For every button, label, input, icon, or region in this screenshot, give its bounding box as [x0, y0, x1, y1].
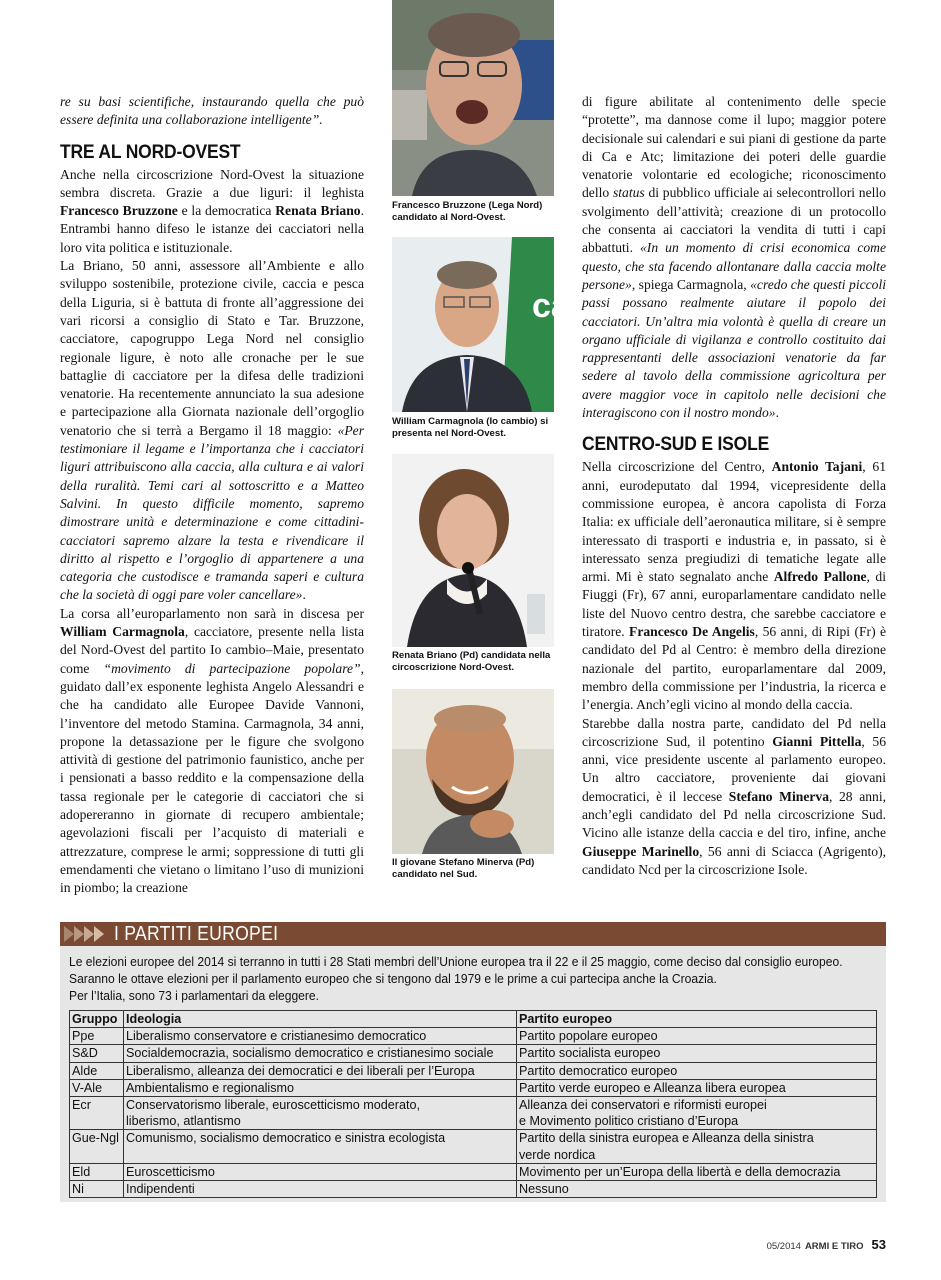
caption-bruzzone: Francesco Bruzzone (Lega Nord) candidato al Nord-Ovest.	[392, 200, 543, 223]
caption-briano: Renata Briano (Pd) candidata nella circoscrizione Nord-Ovest.	[392, 650, 551, 673]
footer-date: 05/2014	[766, 1241, 801, 1252]
table-row	[70, 1028, 877, 1045]
table-cell: Euroscetticismo	[124, 1163, 517, 1180]
photo-bruzzone	[392, 0, 554, 196]
caption-minerva: Il giovane Stefano Minerva (Pd) candidato nel Sud.	[392, 857, 535, 880]
photo-briano	[392, 454, 554, 647]
table-header: Ideologia	[124, 1011, 517, 1028]
table-cell: Gue-Ngl	[70, 1130, 124, 1163]
caption-carmagnola: William Carmagnola (Io cambio) si presenta nel Nord-Ovest.	[392, 416, 549, 439]
table-cell: Partito democratico europeo	[517, 1062, 877, 1079]
arrows-icon	[64, 926, 112, 942]
table-row	[70, 1097, 877, 1130]
table-row	[70, 1130, 877, 1163]
table-cell: Partito socialista europeo	[517, 1045, 877, 1062]
table-cell: Partito della sinistra europea e Alleanza della sinistra verde nordica	[517, 1130, 877, 1163]
table-cell: Ambientalismo e regionalismo	[124, 1079, 517, 1096]
photo-carmagnola	[392, 237, 570, 412]
section-heading-centro-sud: CENTRO-SUD E ISOLE	[582, 434, 770, 456]
table-cell: Alleanza dei conservatori e riformisti europei e Movimento politico cristiano d’Europa	[517, 1097, 877, 1130]
table-cell: V-Ale	[70, 1079, 124, 1096]
table-cell: Partito verde europeo e Alleanza libera europea	[517, 1079, 877, 1096]
parties-box	[60, 922, 886, 1202]
article-column-left	[60, 93, 364, 897]
footer-magazine: ARMI E TIRO	[804, 1241, 864, 1252]
photo-minerva	[392, 689, 554, 854]
parties-table	[69, 1010, 877, 1198]
table-row	[70, 1062, 877, 1079]
table-cell: Ppe	[70, 1028, 124, 1045]
table-cell: S&D	[70, 1045, 124, 1062]
paragraph: Nella circoscrizione del Centro, Antonio Tajani, 61 anni, eurodeputato dal 1994, vicepresidente della commissione europea, è ancora capolista di Forza Italia: ex ufficiale dell’aeronautica militare, si è sempre interessato di trasporti e industria e, in passato, si è interessato senza pregiudizi di tematiche legate alle armi. Mi è stato segnalato anche Alfredo Pallone, di Fiuggi (Fr), 67 anni, europarlamentare candidato nelle liste del Nuovo centro destra, che sarebbe cacciatore e tiratore. Francesco De Angelis, 56 anni, di Ripi (Fr) è candidato del Pd al Centro: è membro della direzione nazionale del partito, europarlamentare dal 2009, membro della commissione per l’industria, la ricerca e l’energia. Anch’egli vicino al mondo della caccia.	[582, 459, 886, 713]
table-header: Partito europeo	[517, 1011, 877, 1028]
table-cell: Alde	[70, 1062, 124, 1079]
table-row	[70, 1045, 877, 1062]
table-cell: Liberalismo, alleanza dei democratici e dei liberali per l’Europa	[124, 1062, 517, 1079]
table-cell: Ecr	[70, 1097, 124, 1130]
table-cell: Partito popolare europeo	[517, 1028, 877, 1045]
box-intro: Le elezioni europee del 2014 si terranno in tutti i 28 Stati membri dell’Unione europea tra il 22 e il 25 maggio, come deciso dal consiglio europeo. Saranno le ottave elezioni per il parlamento europeo che si tengono dal 1979 e le prime a cui partecipa anche la Croazia. Per l’Italia, sono 73 i parlamentari da eleggere.	[69, 955, 843, 1003]
intro-italic: re su basi scientifiche, instaurando quella che può essere definita una collaborazione intelligente”.	[60, 94, 364, 128]
box-header	[60, 922, 886, 946]
table-cell: Liberalismo conservatore e cristianesimo democratico	[124, 1028, 517, 1045]
section-heading-nord-ovest: TRE AL NORD-OVEST	[60, 141, 241, 163]
paragraph: La Briano, 50 anni, assessore all’Ambiente e allo sviluppo sostenibile, protezione civile, caccia e pesca della Liguria, si è battuta di fronte all’aggressione dei vari ricorsi a consiglio di Stato e Tar. Bruzzone, cacciatore, capogruppo Lega Nord nel consiglio regionale ligure, è noto alle cronache per le sue battaglie di cacciatore per la difesa delle tradizioni venatorie. Ha recentemente annunciato la sua adesione e partecipazione alla Giornata nazionale dell’orgoglio venatorio che si terrà a Bergamo il 18 maggio: «Per testimoniare il legame e l’importanza che i cacciatori liguri attribuiscono alla caccia, alla cultura e ai valori della ruralità. Temi cari al sottoscritto e a Matteo Salvini. In questo difficile momento, sapremo dimostrare unità e determinazione e come cittadini-cacciatori sapremo alzare la testa e rivendicare il diritto al rispetto e l’orgoglio di appartenere a una categoria che custodisce e tramanda saperi e cultura che la società di oggi pare voler cancellare».	[60, 258, 364, 603]
table-cell: Nessuno	[517, 1181, 877, 1198]
table-cell: Eld	[70, 1163, 124, 1180]
paragraph: La corsa all’europarlamento non sarà in discesa per William Carmagnola, cacciatore, presente nella lista del Nord-Ovest del partito Io cambio–Maie, presentato come “movimento di partecipazione popolare”, guidato dall’ex esponente leghista Angelo Alessandri e che ha candidato alle Europee Davide Vannoni, l’inventore del metodo Stamina. Carmagnola, 34 anni, propone la detassazione per le figure che svolgono attività di gestione del patrimonio faunistico, anche per i pensionati a basso reddito e la compensazione della tassa regionale per le categorie di cacciatori che si adopereranno in giornate di recupero ambientale; agevolazioni fiscali per l’acquisto di materiali e attrezzature, comprese le armi; soppressione di tutti gli emendamenti che vietano o limitano l’uso di munizioni in piombo; la creazione	[60, 605, 364, 896]
table-header: Gruppo	[70, 1011, 124, 1028]
table-cell: Conservatorismo liberale, euroscetticismo moderato, liberismo, atlantismo	[124, 1097, 517, 1130]
article-column-right	[582, 93, 886, 879]
box-title: I PARTITI EUROPEI	[114, 923, 279, 945]
table-cell: Socialdemocrazia, socialismo democratico e cristianesimo sociale	[124, 1045, 517, 1062]
table-cell: Indipendenti	[124, 1181, 517, 1198]
table-row	[70, 1163, 877, 1180]
table-row	[70, 1181, 877, 1198]
paragraph: Starebbe dalla nostra parte, candidato del Pd nella circoscrizione Sud, il potentino Gianni Pittella, 56 anni, vice presidente uscente al parlamento europeo. Un altro cacciatore, proveniente dai giovani democratici, è il leccese Stefano Minerva, 28 anni, anch’egli candidato del Pd nella circoscrizione Sud. Vicino alle istanze della caccia e del tiro, infine, anche Giuseppe Marinello, 56 anni di Sciacca (Agrigento), candidato Ncd per la circoscrizione Isole.	[582, 715, 887, 877]
paragraph: di figure abilitate al contenimento delle specie “protette”, ma dannose come il lupo; maggior potere decisionale sui calendari e sui piani di gestione da parte di Ca e Atc; limitazione dei poteri delle guardie venatorie volontarie ed ecologiche; riconoscimento dello status di pubblico ufficiale ai selecontrollori nello svolgimento dell’attività; creazione di un protocollo che consenta ai cacciatori la vendita di tutti i capi abbattuti. «In un momento di crisi economica come questo, che sta facendo allontanare dalla caccia molte persone», spiega Carmagnola, «credo che questi piccoli passi possano realmente aiutare il popolo dei cacciatori. Un’altra mia volontà è quella di creare un organo ufficiale di vigilanza e controllo costituito dai rappresentanti delle associazioni venatorie da far sedere al tavolo della commissione agricoltura per avere maggior voce in capitolo nelle decisioni che interagiscono con il nostro mondo».	[582, 94, 887, 421]
page-number: 53	[871, 1237, 886, 1252]
table-cell: Ni	[70, 1181, 124, 1198]
paragraph: Anche nella circoscrizione Nord-Ovest la situazione sembra discreta. Grazie a due liguri: il leghista Francesco Bruzzone e la democratica Renata Briano. Entrambi hanno difeso le istanze dei cacciatori nella loro vita politica e istituzionale.	[60, 166, 364, 255]
table-cell: Comunismo, socialismo democratico e sinistra ecologista	[124, 1130, 517, 1163]
table-cell: Movimento per un’Europa della libertà e della democrazia	[517, 1163, 877, 1180]
svg-text:ca: ca	[532, 287, 570, 325]
table-row	[70, 1079, 877, 1096]
page-footer	[767, 1237, 886, 1252]
